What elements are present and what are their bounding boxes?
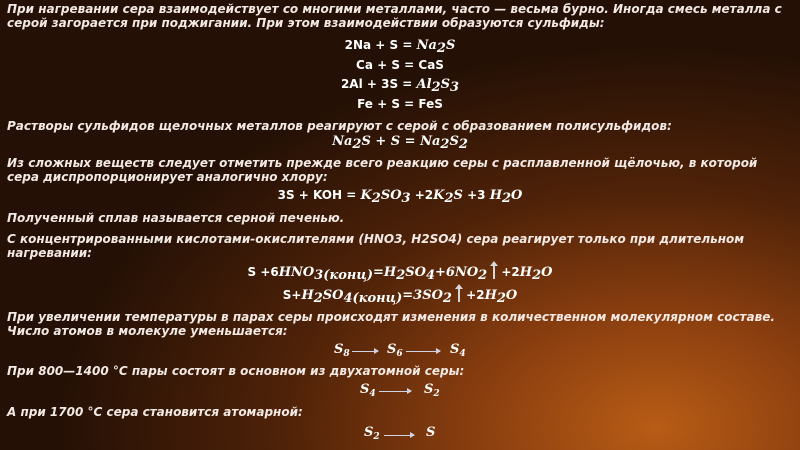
eq-text: 2Na + S = xyxy=(344,38,417,52)
eq-formula: Na xyxy=(416,38,437,53)
paragraph-oxidizing-acids: С концентрированными кислотами-окислителями (HNO3, H2SO4) сера реагирует только при длительном нагревании: xyxy=(7,232,745,260)
eq-formula: K xyxy=(433,188,445,203)
eq-text: 3S + KOH = xyxy=(277,188,361,202)
eq-subscript: 2 xyxy=(444,191,454,206)
eq-formula: SO xyxy=(405,265,426,280)
eq-text: +2 xyxy=(410,188,434,202)
paragraph-atomic: А при 1700 °С сера становится атомарной: xyxy=(7,405,303,419)
eq-subscript: 2 xyxy=(442,291,452,306)
eq-formula: =H xyxy=(373,265,397,280)
eq-formula: H xyxy=(484,288,497,303)
eq-formula: K xyxy=(360,188,372,203)
eq-subscript: 4 xyxy=(425,268,435,283)
eq-text: S+ xyxy=(282,288,302,302)
eq-formula: S xyxy=(453,188,463,203)
equation-sulfuric-acid xyxy=(0,287,800,306)
molecule-s2: $S_2$ xyxy=(424,382,440,399)
paragraph-polysulfides: Растворы сульфидов щелочных металлов реагируют с серой с образованием полисульфидов: xyxy=(7,119,672,133)
gas-arrow-icon xyxy=(458,287,460,302)
eq-text: +2 xyxy=(461,288,485,302)
reaction-arrow-icon xyxy=(384,435,414,436)
eq-subscript: 2 xyxy=(496,291,506,306)
eq-subscript: 2 xyxy=(458,137,468,152)
eq-formula: H xyxy=(489,188,502,203)
eq-formula: O xyxy=(511,188,523,203)
molecule-chain-2 xyxy=(0,382,800,402)
molecule-s2: $S_2$ xyxy=(364,425,380,442)
molecule-s6: $S_6$ xyxy=(387,342,403,359)
paragraph-temperature-vapor: При увеличении температуры в парах серы происходят изменения в количественном молекулярном составе. Число атомов в молекуле уменьшается: xyxy=(7,310,775,338)
paragraph-diatomic: При 800—1400 °С пары состоят в основном из двухатомной серы: xyxy=(7,364,465,378)
paragraph-sulfur-liver: Полученный сплав называется серной печенью. xyxy=(7,211,345,225)
molecule-s4: $S_4$ xyxy=(450,342,466,359)
eq-subscript: 2 xyxy=(352,137,362,152)
equation-sulfur-koh xyxy=(0,188,800,206)
paragraph-metals-sulfides: При нагревании сера взаимодействует со многими металлами, часто — весьма бурно. Иногда смесь металла с серой загорается при поджигании. При этом взаимодействии образуются сульфиды: xyxy=(7,2,782,30)
eq-subscript: 4(конц) xyxy=(343,291,403,306)
reaction-arrow-icon xyxy=(352,351,378,352)
eq-formula: Na xyxy=(332,134,353,149)
eq-formula: S xyxy=(445,38,456,53)
eq-formula: S + S = Na xyxy=(361,134,441,149)
eq-subscript: 2 xyxy=(396,268,406,283)
molecule-chain-1 xyxy=(0,342,800,362)
molecule-chain-3 xyxy=(0,425,800,445)
eq-subscript: 2 xyxy=(431,80,441,95)
eq-formula: S xyxy=(440,77,450,92)
eq-subscript: 3 xyxy=(449,80,460,95)
eq-formula: O xyxy=(541,265,553,280)
molecule-s8: $S_8$ xyxy=(334,342,350,359)
eq-subscript: 2 xyxy=(313,291,323,306)
eq-formula: Al xyxy=(416,77,432,92)
eq-formula: S xyxy=(449,134,459,149)
eq-subscript: 3 xyxy=(401,191,411,206)
gas-arrow-icon xyxy=(493,264,495,279)
eq-subscript: 2 xyxy=(436,41,446,56)
eq-subscript: 2 xyxy=(532,268,542,283)
eq-formula: SO xyxy=(380,188,402,203)
equation-polysulfide xyxy=(0,134,800,152)
eq-formula: SO xyxy=(322,288,344,303)
eq-subscript: 2 xyxy=(440,137,450,152)
eq-text: 2Al + 3S = xyxy=(340,77,417,91)
molecule-s: S xyxy=(426,425,436,440)
eq-text: S +6 xyxy=(247,265,279,279)
eq-subscript: 2 xyxy=(501,191,512,206)
eq-subscript: 2 xyxy=(371,191,381,206)
eq-text: +3 xyxy=(462,188,490,202)
equation-sodium-sulfide xyxy=(0,38,800,56)
eq-formula: O xyxy=(505,288,518,303)
reaction-arrow-icon xyxy=(379,391,411,392)
eq-formula: HNO xyxy=(278,265,315,280)
reaction-arrow-icon xyxy=(406,351,440,352)
eq-formula: H xyxy=(301,288,314,303)
equation-calcium-sulfide: Ca + S = CaS xyxy=(356,58,444,72)
equation-iron-sulfide: Fe + S = FeS xyxy=(357,97,443,111)
paragraph-alkali-reaction: Из сложных веществ следует отметить прежде всего реакцию серы с расплавленной щёлочью, в которой сера диспропорционирует аналогично хлору: xyxy=(7,156,758,184)
equation-aluminium-sulfide xyxy=(0,77,800,95)
eq-formula: H xyxy=(519,265,533,280)
eq-subscript: 2 xyxy=(478,268,488,283)
eq-formula: +6NO xyxy=(435,265,479,280)
equation-nitric-acid xyxy=(0,264,800,283)
eq-formula: =3SO xyxy=(402,288,443,303)
eq-subscript: 3(конц) xyxy=(314,268,373,283)
molecule-s4: $S_4$ xyxy=(360,382,376,399)
eq-text: +2 xyxy=(497,265,520,279)
